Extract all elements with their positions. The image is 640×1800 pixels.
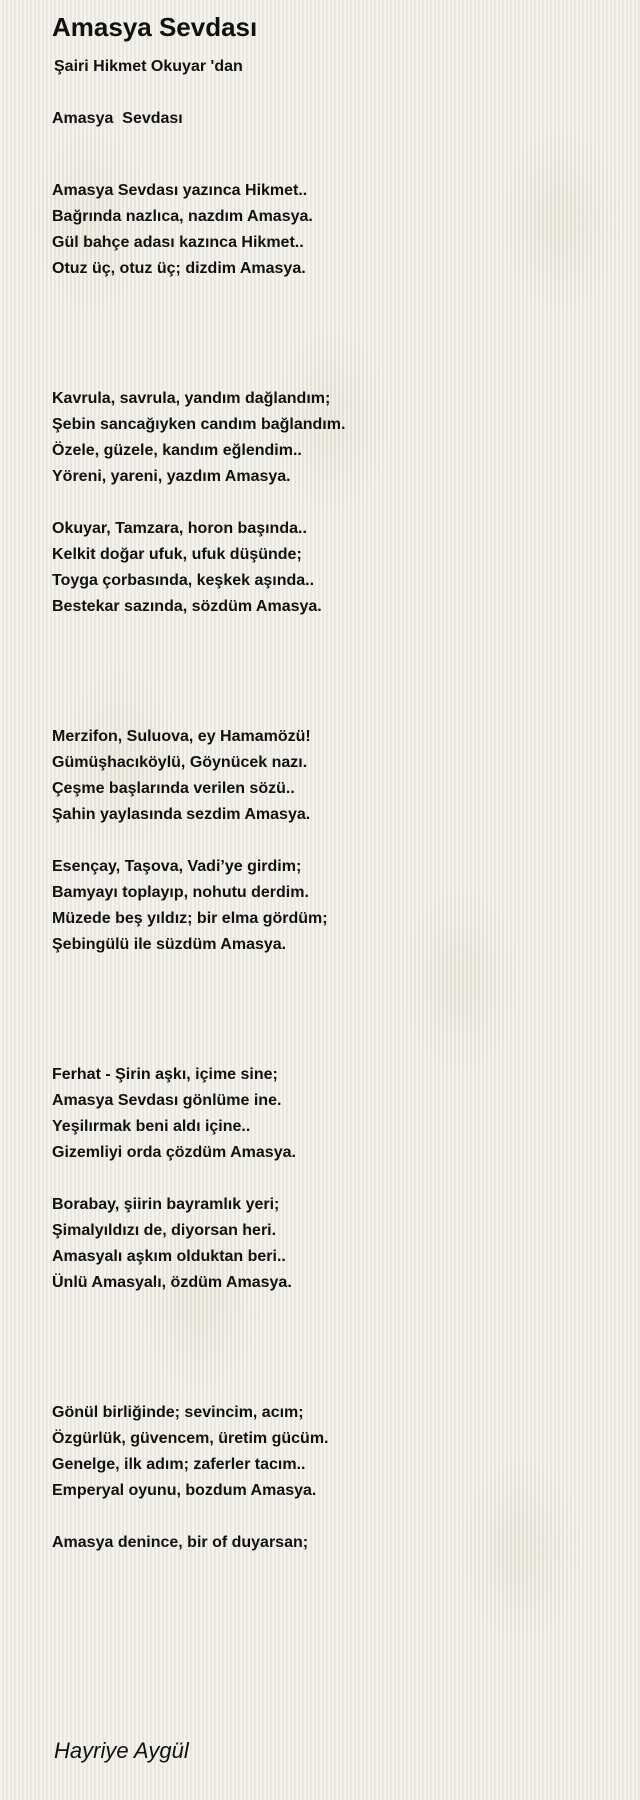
poem-line: Otuz üç, otuz üç; dizdim Amasya.	[52, 260, 306, 277]
poem-line: Amasya Sevdası gönlüme ine.	[52, 1092, 282, 1109]
stanza	[52, 1062, 612, 1166]
poem-line: Toyga çorbasında, keşkek aşında..	[52, 572, 315, 589]
poem-line: Şebin sancağıyken candım bağlandım.	[52, 416, 346, 433]
poem-line: Ferhat - Şirin aşkı, içime sine;	[52, 1066, 278, 1083]
poem-title: Amasya Sevdası	[52, 110, 183, 127]
stanza	[52, 516, 612, 620]
poem-line: Amasyalı aşkım olduktan beri..	[52, 1248, 286, 1265]
poem-line: Okuyar, Tamzara, horon başında..	[52, 520, 307, 537]
poem-line: Özele, güzele, kandım eğlendim..	[52, 442, 302, 459]
poem-line: Özgürlük, güvencem, üretim gücüm.	[52, 1430, 329, 1447]
poem-line: Bağrında nazlıca, nazdım Amasya.	[52, 208, 313, 225]
poem-line: Gizemliyi orda çözdüm Amasya.	[52, 1144, 296, 1161]
poem-line: Kavrula, savrula, yandım dağlandım;	[52, 390, 331, 407]
poem-line: Gül bahçe adası kazınca Hikmet..	[52, 234, 304, 251]
poem-body	[52, 178, 612, 1556]
poem-line: Ünlü Amasyalı, özdüm Amasya.	[52, 1274, 292, 1291]
poem-line: Gönül birliğinde; sevincim, acım;	[52, 1404, 304, 1421]
poem-line: Şebingülü ile süzdüm Amasya.	[52, 936, 287, 953]
stanza	[52, 386, 612, 490]
poem-line: Kelkit doğar ufuk, ufuk düşünde;	[52, 546, 302, 563]
poem-line: Şimalyıldızı de, diyorsan heri.	[52, 1222, 277, 1239]
poem-line: Emperyal oyunu, bozdum Amasya.	[52, 1482, 317, 1499]
stanza	[52, 1400, 612, 1504]
poem-line: Genelge, ilk adım; zaferler tacım..	[52, 1456, 306, 1473]
poem-line: Müzede beş yıldız; bir elma gördüm;	[52, 910, 328, 927]
poem-line: Yeşilırmak beni aldı içine..	[52, 1118, 251, 1135]
poem-line: Borabay, şiirin bayramlık yeri;	[52, 1196, 280, 1213]
stanza	[52, 854, 612, 958]
poem-line: Yöreni, yareni, yazdım Amasya.	[52, 468, 291, 485]
poem-line: Şahin yaylasında sezdim Amasya.	[52, 806, 311, 823]
poem-line: Esençay, Taşova, Vadi’ye girdim;	[52, 858, 302, 875]
poem-line: Bestekar sazında, sözdüm Amasya.	[52, 598, 322, 615]
poem-line: Bamyayı toplayıp, nohutu derdim.	[52, 884, 309, 901]
stanza	[52, 178, 612, 282]
poem-page	[52, 8, 612, 1556]
stanza	[52, 1192, 612, 1296]
poem-line: Gümüşhacıköylü, Göynücek nazı.	[52, 754, 308, 771]
page-title: Amasya Sevdası	[52, 12, 258, 42]
author-name: Hayriye Aygül	[54, 1738, 189, 1763]
poem-line: Çeşme başlarında verilen sözü..	[52, 780, 295, 797]
stanza	[52, 724, 612, 828]
poet-attribution: Şairi Hikmet Okuyar 'dan	[54, 58, 243, 75]
poem-line: Amasya Sevdası yazınca Hikmet..	[52, 182, 308, 199]
poem-line: Merzifon, Suluova, ey Hamamözü!	[52, 728, 311, 745]
poem-line: Amasya denince, bir of duyarsan;	[52, 1534, 309, 1551]
stanza	[52, 1530, 612, 1556]
